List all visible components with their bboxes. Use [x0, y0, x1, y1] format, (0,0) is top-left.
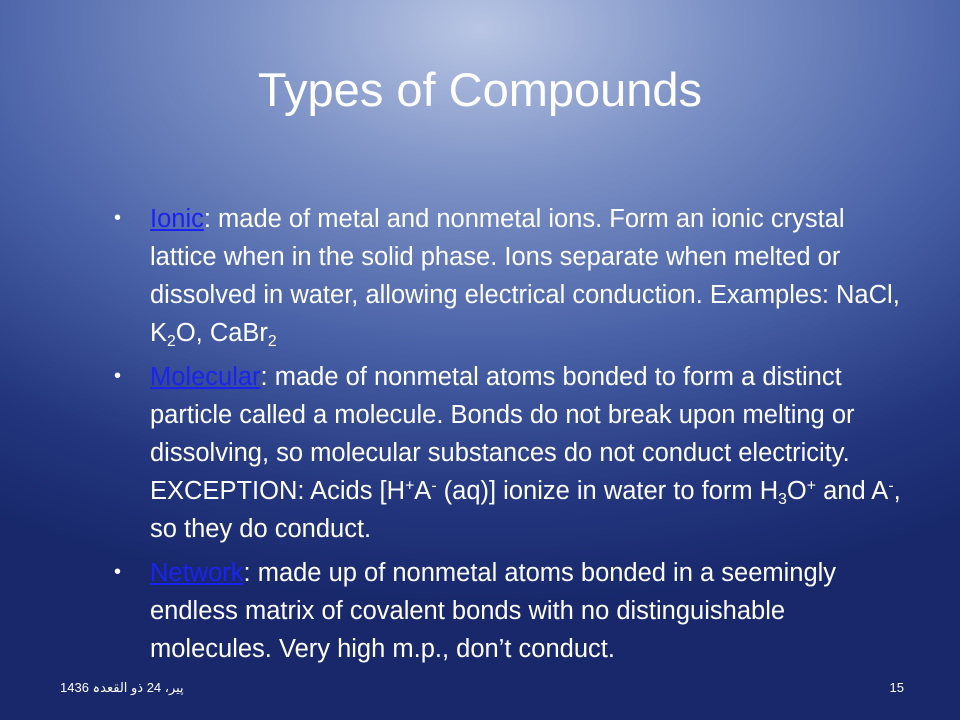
- bullet-network: [112, 554, 912, 668]
- bullet-dot-icon: •: [114, 561, 122, 583]
- slide-number: 15: [889, 680, 904, 695]
- bullet-molecular: [112, 358, 912, 548]
- molecular-link[interactable]: Molecular: [150, 363, 261, 391]
- footer-date: پير، 24 ذو القعدہ 1436: [60, 680, 184, 695]
- slide-title: Types of Compounds: [257, 63, 703, 116]
- a2-minus-superscript: -: [888, 477, 894, 495]
- bullet-ionic: [112, 200, 912, 352]
- o-text: O: [786, 477, 807, 505]
- h3o-subscript: 3: [778, 491, 787, 509]
- bullet-dot-icon: •: [114, 207, 122, 229]
- network-description: : made up of nonmetal atoms bonded in a seemingly endless matrix of covalent bonds with no distinguishable molecules. Very high m.p., don’t conduct.: [150, 559, 837, 663]
- network-link[interactable]: Network: [150, 559, 244, 587]
- molecular-tail: , so they do conduct.: [150, 477, 901, 543]
- k2o-rest: O, CaBr: [175, 319, 268, 347]
- and-a-text: and A: [816, 477, 889, 505]
- k2o-subscript: 2: [167, 333, 176, 351]
- h3o-plus-superscript: +: [806, 477, 816, 495]
- cabr2-subscript: 2: [267, 333, 277, 351]
- bullet-list: [112, 200, 912, 674]
- ionic-description: : made of metal and nonmetal ions. Form an ionic crystal lattice when in the solid phase. Ions separate when melted or dissolved in water, allowing electrical conduction. Examples: NaCl, K: [150, 205, 900, 347]
- molecular-description: : made of nonmetal atoms bonded to form a distinct particle called a molecule. Bonds do not break upon melting or dissolving, so molecular substances do not conduct electricity. EXCEPTION: Acids [H: [150, 363, 855, 505]
- a-text: A: [414, 477, 432, 505]
- molecular-middle: (aq)] ionize in water to form H: [436, 477, 779, 505]
- bullet-dot-icon: •: [114, 365, 122, 387]
- a-minus-superscript: -: [431, 477, 437, 495]
- h-plus-superscript: +: [405, 477, 415, 495]
- ionic-link[interactable]: Ionic: [150, 205, 204, 233]
